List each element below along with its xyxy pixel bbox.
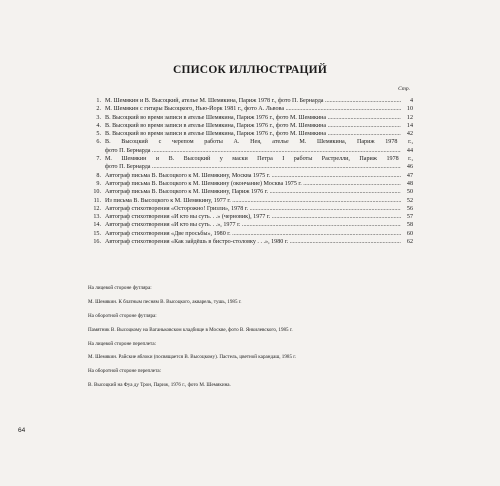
item-caption: Автограф письма В. Высоцкого к М. Шемякину (окончание) Москва 1975 г. ..... [105, 180, 401, 188]
note-text: В. Высоцкий на Фуа ду Трон, Париж, 1976 г., фото М. Шемякина. [88, 382, 231, 389]
item-number: 6. [96, 139, 101, 146]
item-caption: фото П. Бернарда ..... [105, 163, 401, 171]
page-column-header: Стр. [398, 86, 410, 92]
item-caption: Автограф стихотворения «Две просьбы», 1980 г. ..... [105, 230, 401, 238]
item-caption-line1: В. Высоцкий с черепом работы А. Нея, ателье М. Шемякина, Париж 1978 г., [105, 139, 413, 146]
item-number: 12. [93, 205, 101, 212]
item-page: 62 [406, 239, 413, 246]
note-label: На оборотной стороне футляра: [88, 312, 157, 319]
item-page: 44 [406, 147, 413, 154]
item-caption: Из письма В. Высоцкого к М. Шемякину, 1977 г. ..... [105, 197, 401, 205]
item-number: 7. [96, 156, 101, 163]
list-item [88, 130, 413, 138]
item-page: 48 [406, 180, 413, 187]
item-page: 47 [406, 172, 413, 179]
list-item [88, 238, 413, 246]
item-caption: В. Высоцкий во время записи в ателье Шемякина, Париж 1976 г., фото М. Шемякина ..... [105, 122, 401, 130]
item-page: 4 [409, 98, 413, 104]
item-page: 46 [406, 164, 413, 171]
page-number: 64 [18, 427, 26, 434]
item-number: 11. [93, 197, 101, 204]
list-item [88, 230, 413, 238]
item-page: 10 [406, 106, 413, 113]
item-number: 4. [96, 122, 101, 129]
item-number: 14. [93, 222, 101, 229]
list-item [88, 213, 413, 221]
list-item [88, 114, 413, 122]
item-number: 15. [93, 230, 101, 237]
list-item [88, 97, 413, 105]
illustrations-list [88, 97, 413, 246]
list-item [88, 122, 413, 130]
item-number: 2. [96, 106, 101, 113]
item-page: 60 [406, 230, 413, 237]
list-item [88, 221, 413, 229]
item-page: 12 [406, 114, 413, 121]
item-number: 13. [93, 214, 101, 221]
item-caption: Автограф стихотворения «И кто вы суть. . .» (черновик), 1977 г. ..... [105, 213, 401, 221]
list-item [88, 188, 413, 196]
item-caption-line1: М. Шемякин и В. Высоцкий у маски Петра I работы Растрелли, Париж 1978 г., [105, 156, 413, 163]
list-item [88, 197, 413, 205]
item-caption: фото П. Бернарда ..... [105, 147, 401, 155]
item-page: 56 [406, 205, 413, 212]
item-caption: Автограф письма В. Высоцкого к М. Шемякину, Париж 1976 г. ..... [105, 188, 401, 196]
item-caption: Автограф стихотворения «Осторожно! Гризли», 1978 г. ..... [105, 205, 401, 213]
item-caption: В. Высоцкий во время записи в ателье Шемякина, Париж 1976 г., фото М. Шемякина ..... [105, 114, 401, 122]
item-caption: М. Шемякин с гитары Высоцкого, Нью-Йорк 1981 г., фото А. Львова ..... [105, 105, 401, 113]
cover-notes [88, 285, 418, 396]
item-caption: Автограф стихотворения «И кто вы суть. . .», 1977 г. ..... [105, 221, 401, 229]
item-number: 10. [93, 189, 101, 196]
list-item [88, 105, 413, 113]
list-item [88, 155, 413, 172]
page-title: СПИСОК ИЛЛЮСТРАЦИЙ [173, 64, 327, 76]
note-text: М. Шемякин. К блатным песням В. Высоцкого, акварель, тушь, 1985 г. [88, 298, 242, 305]
item-number: 8. [96, 172, 101, 179]
note-label: На лицевой стороне переплета: [88, 340, 156, 347]
list-item [88, 205, 413, 213]
item-page: 57 [406, 214, 413, 221]
note-text: М. Шемякин. Райские яблоки (посвящается В. Высоцкому). Пастель, цветной карандаш, 1985 г. [88, 354, 297, 361]
note-label: На лицевой стороне футляра: [88, 285, 152, 291]
item-number: 3. [96, 114, 101, 121]
list-item [88, 138, 413, 155]
item-page: 58 [406, 222, 413, 229]
item-caption: Автограф письма В. Высоцкого к М. Шемякину, Москва 1975 г. ..... [105, 172, 401, 180]
list-item [88, 172, 413, 180]
item-number: 5. [96, 131, 101, 138]
note-label: На оборотной стороне переплета: [88, 368, 162, 375]
item-number: 16. [93, 239, 101, 246]
item-page: 50 [406, 189, 413, 196]
list-item [88, 180, 413, 188]
item-page: 14 [406, 122, 413, 129]
item-caption: В. Высоцкий во время записи в ателье Шемякина, Париж 1976 г., фото М. Шемякина ..... [105, 130, 401, 138]
item-caption: Автограф стихотворения «Как зайдёшь в бистро-столовку . . .», 1980 г. ..... [105, 238, 401, 246]
item-page: 52 [406, 197, 413, 204]
item-number: 9. [96, 180, 101, 187]
note-text: Памятник В. Высоцкому на Ваганьковском кладбище в Москве, фото В. Янкилевского, 1985 г. [88, 326, 293, 333]
item-number: 1. [96, 98, 101, 104]
item-page: 42 [406, 131, 413, 138]
item-caption: М. Шемякин и В. Высоцкий, ателье М. Шемякина, Париж 1978 г., фото П. Бернарда ..... [105, 97, 401, 105]
